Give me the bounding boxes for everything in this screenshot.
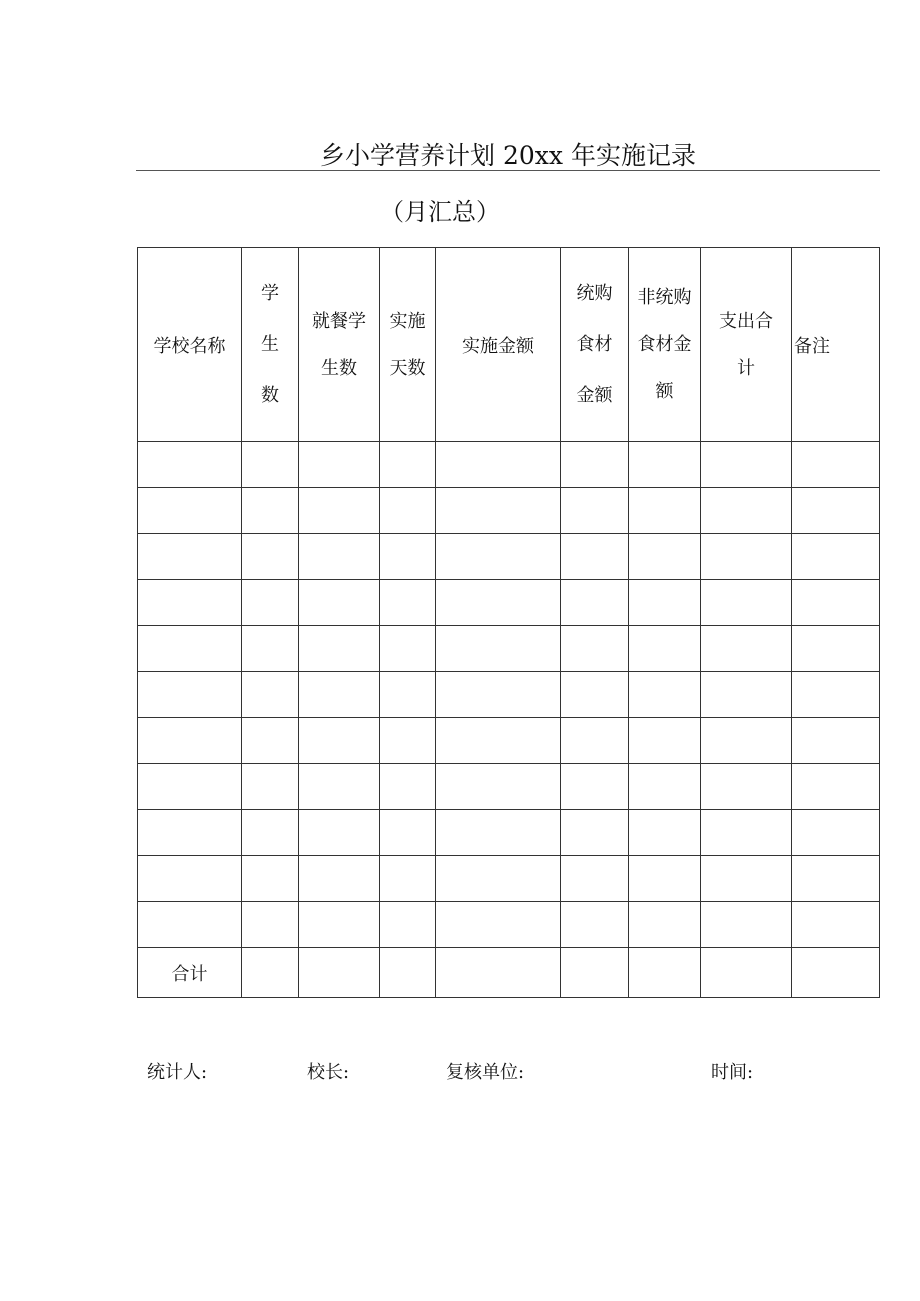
table-cell[interactable] bbox=[561, 948, 629, 998]
header-dining-students: 就餐学 生数 bbox=[299, 248, 380, 442]
table-cell[interactable] bbox=[436, 764, 561, 810]
table-cell[interactable] bbox=[436, 718, 561, 764]
total-row bbox=[138, 948, 880, 998]
table-cell[interactable] bbox=[701, 718, 792, 764]
total-label: 合计 bbox=[138, 948, 242, 998]
table-cell[interactable] bbox=[701, 672, 792, 718]
table-cell[interactable] bbox=[242, 534, 299, 580]
table-row bbox=[138, 488, 880, 534]
table-cell[interactable] bbox=[792, 810, 880, 856]
table-cell[interactable] bbox=[242, 948, 299, 998]
header-amount: 实施金额 bbox=[436, 248, 561, 442]
table-row bbox=[138, 626, 880, 672]
table-row bbox=[138, 534, 880, 580]
header-row bbox=[138, 248, 880, 442]
table-cell[interactable] bbox=[436, 856, 561, 902]
table-cell[interactable] bbox=[380, 580, 436, 626]
table-cell[interactable] bbox=[629, 626, 701, 672]
footer-principal: 校长: bbox=[307, 1062, 350, 1083]
table-cell[interactable] bbox=[138, 764, 242, 810]
table-cell[interactable] bbox=[138, 626, 242, 672]
table-cell[interactable] bbox=[299, 718, 380, 764]
table-cell[interactable] bbox=[629, 764, 701, 810]
table-cell[interactable] bbox=[380, 810, 436, 856]
table-cell[interactable] bbox=[701, 902, 792, 948]
title-underline bbox=[136, 170, 880, 171]
table-cell[interactable] bbox=[242, 442, 299, 488]
document-subtitle: （月汇总） bbox=[380, 198, 500, 226]
table-cell[interactable] bbox=[436, 580, 561, 626]
table-cell[interactable] bbox=[629, 810, 701, 856]
table-cell[interactable] bbox=[792, 488, 880, 534]
table-cell[interactable] bbox=[701, 948, 792, 998]
summary-table bbox=[137, 247, 880, 998]
table-cell[interactable] bbox=[299, 902, 380, 948]
document-title: 乡小学营养计划 20xx 年实施记录 bbox=[320, 141, 696, 170]
table-cell[interactable] bbox=[792, 718, 880, 764]
table-cell[interactable] bbox=[701, 534, 792, 580]
table-row bbox=[138, 764, 880, 810]
table-cell[interactable] bbox=[792, 580, 880, 626]
table-cell[interactable] bbox=[792, 672, 880, 718]
table-row bbox=[138, 672, 880, 718]
table-cell[interactable] bbox=[299, 672, 380, 718]
table-cell[interactable] bbox=[436, 810, 561, 856]
table-cell[interactable] bbox=[380, 672, 436, 718]
table-row bbox=[138, 902, 880, 948]
footer-review-unit: 复核单位: bbox=[446, 1062, 525, 1083]
table-cell[interactable] bbox=[242, 764, 299, 810]
table-cell[interactable] bbox=[299, 534, 380, 580]
table-row bbox=[138, 856, 880, 902]
table-cell[interactable] bbox=[436, 672, 561, 718]
table-cell[interactable] bbox=[138, 442, 242, 488]
table-cell[interactable] bbox=[561, 534, 629, 580]
table-cell[interactable] bbox=[299, 580, 380, 626]
table-row bbox=[138, 718, 880, 764]
table-cell[interactable] bbox=[629, 902, 701, 948]
table-cell[interactable] bbox=[561, 764, 629, 810]
table-cell[interactable] bbox=[561, 856, 629, 902]
table-cell[interactable] bbox=[561, 718, 629, 764]
table-cell[interactable] bbox=[380, 534, 436, 580]
table-cell[interactable] bbox=[792, 442, 880, 488]
table-cell[interactable] bbox=[299, 810, 380, 856]
table-cell[interactable] bbox=[138, 534, 242, 580]
table-cell[interactable] bbox=[561, 488, 629, 534]
table-cell[interactable] bbox=[299, 442, 380, 488]
table-cell[interactable] bbox=[436, 948, 561, 998]
table-cell[interactable] bbox=[701, 626, 792, 672]
table-cell[interactable] bbox=[380, 902, 436, 948]
table-cell[interactable] bbox=[792, 902, 880, 948]
table-cell[interactable] bbox=[138, 488, 242, 534]
footer-time: 时间: bbox=[711, 1062, 754, 1083]
table-cell[interactable] bbox=[629, 442, 701, 488]
table-cell[interactable] bbox=[561, 810, 629, 856]
table-cell[interactable] bbox=[701, 764, 792, 810]
table-row bbox=[138, 580, 880, 626]
table-cell[interactable] bbox=[242, 672, 299, 718]
table-cell[interactable] bbox=[561, 672, 629, 718]
header-expense-total: 支出合 计 bbox=[701, 248, 792, 442]
table-row bbox=[138, 810, 880, 856]
table-cell[interactable] bbox=[792, 856, 880, 902]
table-cell[interactable] bbox=[380, 948, 436, 998]
table-cell[interactable] bbox=[380, 856, 436, 902]
table-cell[interactable] bbox=[629, 856, 701, 902]
table-cell[interactable] bbox=[242, 902, 299, 948]
table-row bbox=[138, 442, 880, 488]
table-cell[interactable] bbox=[629, 948, 701, 998]
header-remark: 备注 bbox=[792, 248, 880, 442]
table-cell[interactable] bbox=[299, 488, 380, 534]
table-cell[interactable] bbox=[629, 580, 701, 626]
table-cell[interactable] bbox=[561, 626, 629, 672]
table-cell[interactable] bbox=[629, 672, 701, 718]
table-cell[interactable] bbox=[792, 626, 880, 672]
table-cell[interactable] bbox=[436, 488, 561, 534]
table-cell[interactable] bbox=[701, 580, 792, 626]
table-cell[interactable] bbox=[701, 488, 792, 534]
table-cell[interactable] bbox=[242, 488, 299, 534]
table-cell[interactable] bbox=[380, 488, 436, 534]
table-cell[interactable] bbox=[299, 626, 380, 672]
table-cell[interactable] bbox=[561, 902, 629, 948]
table-cell[interactable] bbox=[138, 856, 242, 902]
header-students: 学 生 数 bbox=[242, 248, 299, 442]
table-cell[interactable] bbox=[138, 718, 242, 764]
table-cell[interactable] bbox=[299, 948, 380, 998]
table-cell[interactable] bbox=[380, 764, 436, 810]
table-cell[interactable] bbox=[138, 902, 242, 948]
table-cell[interactable] bbox=[380, 442, 436, 488]
table-cell[interactable] bbox=[299, 856, 380, 902]
table-cell[interactable] bbox=[436, 534, 561, 580]
table-cell[interactable] bbox=[138, 580, 242, 626]
table-cell[interactable] bbox=[436, 902, 561, 948]
table-cell[interactable] bbox=[380, 626, 436, 672]
table-cell[interactable] bbox=[701, 856, 792, 902]
table-cell[interactable] bbox=[792, 948, 880, 998]
footer-statistician: 统计人: bbox=[147, 1062, 208, 1083]
table-cell[interactable] bbox=[242, 718, 299, 764]
table-cell[interactable] bbox=[629, 718, 701, 764]
table-cell[interactable] bbox=[299, 764, 380, 810]
table-cell[interactable] bbox=[138, 810, 242, 856]
table-cell[interactable] bbox=[792, 534, 880, 580]
table-cell[interactable] bbox=[138, 672, 242, 718]
header-school: 学校名称 bbox=[138, 248, 242, 442]
header-unified-purchase: 统购 食材 金额 bbox=[561, 248, 629, 442]
header-nonunified-purchase: 非统购 食材金 额 bbox=[629, 248, 701, 442]
table-cell[interactable] bbox=[380, 718, 436, 764]
table-cell[interactable] bbox=[242, 580, 299, 626]
table-cell[interactable] bbox=[701, 810, 792, 856]
table-cell[interactable] bbox=[792, 764, 880, 810]
table-cell[interactable] bbox=[436, 626, 561, 672]
header-days: 实施 天数 bbox=[380, 248, 436, 442]
table-cell[interactable] bbox=[436, 442, 561, 488]
table-cell[interactable] bbox=[561, 580, 629, 626]
table-cell[interactable] bbox=[242, 856, 299, 902]
table-cell[interactable] bbox=[561, 442, 629, 488]
table-cell[interactable] bbox=[242, 810, 299, 856]
table-cell[interactable] bbox=[629, 534, 701, 580]
table-cell[interactable] bbox=[701, 442, 792, 488]
table-cell[interactable] bbox=[629, 488, 701, 534]
table-cell[interactable] bbox=[242, 626, 299, 672]
